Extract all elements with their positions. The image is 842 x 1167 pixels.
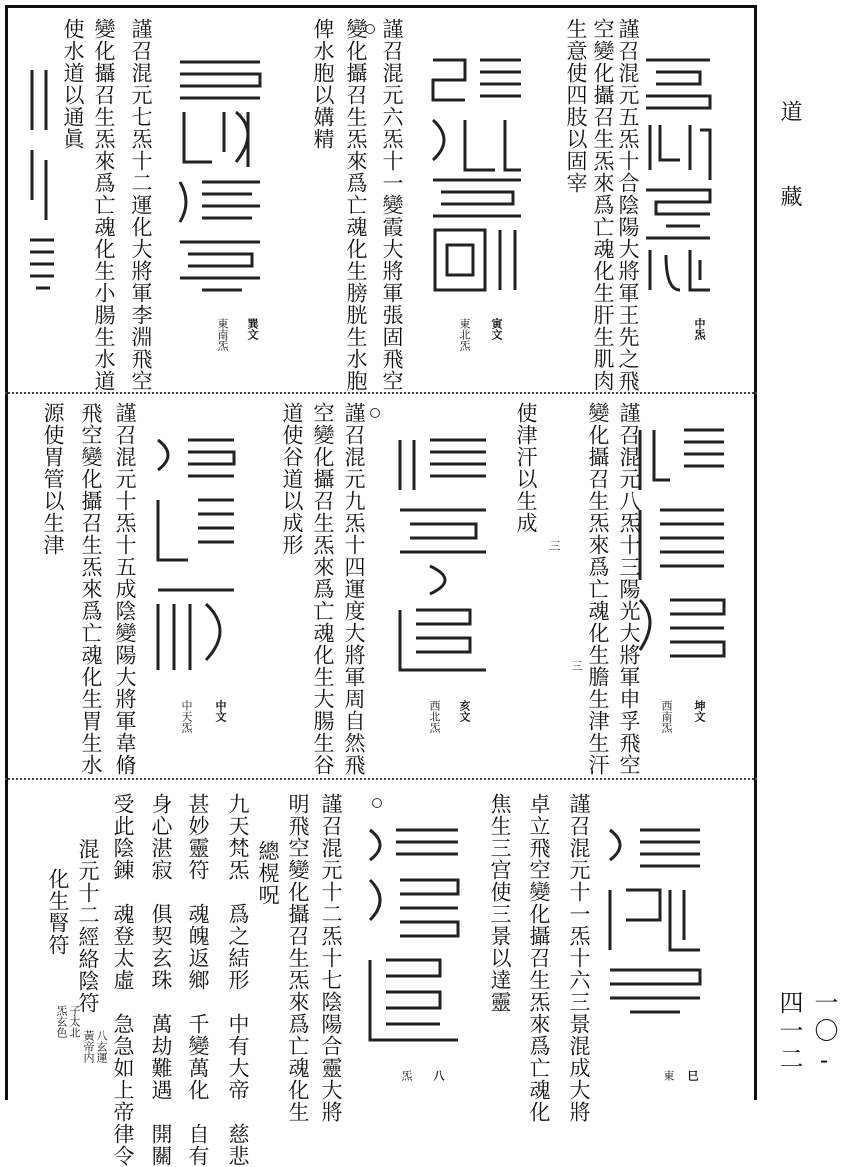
p8-direction: 炁 <box>400 1070 413 1081</box>
talisman-seal <box>636 50 720 300</box>
p3-line-3: 使水道以通眞 <box>61 18 85 150</box>
small-note: 三 <box>548 540 561 551</box>
p2-line-3: 俾水胞以媾精 <box>311 18 335 150</box>
p6-line-1: 謹召混元十炁十五成陰變陽大將軍韋脩 <box>113 402 137 776</box>
talisman-seal <box>600 820 708 1030</box>
p1-line-2: 空變化攝召生炁來爲亡魂化生肝生肌肉 <box>591 18 615 392</box>
margin-title-top: 道 <box>777 100 802 122</box>
panel-divider <box>5 778 757 780</box>
p7-direction: 東 <box>662 1070 675 1081</box>
p4-label: 坤文 <box>693 700 706 722</box>
p5-label: 亥文 <box>458 700 471 722</box>
talisman-seal <box>630 420 730 670</box>
hymn-line-3: 身心湛寂 俱契玄珠 萬劫難遇 開關 <box>149 793 173 1167</box>
p3-direction: 東南炁 <box>216 318 229 351</box>
p8-label: 八 <box>432 1070 445 1081</box>
p7-line-3: 焦生三宫使三景以達靈 <box>488 793 512 1013</box>
hymn-closing-1: 混元十二經絡陰符 <box>76 838 100 1014</box>
talisman-seal <box>148 430 242 680</box>
p7-label: 巳 <box>686 1070 699 1081</box>
p1-line-3: 生意使四肢以固宰 <box>564 18 588 194</box>
hymn-title: 總榥呪 <box>256 840 280 906</box>
p1-label: 中炁 <box>693 318 706 340</box>
talisman-seal <box>22 60 62 300</box>
p3-line-2: 變化攝召生炁來爲亡魂化生小腸生水道 <box>92 18 116 392</box>
p6-label: 中文 <box>214 700 227 722</box>
hymn-line-1: 九天梵炁 爲之結形 中有大帝 慈悲 <box>226 793 250 1167</box>
p2-line-1: 謹召混元六炁十一變霞大將軍張固飛空 <box>380 18 404 392</box>
p7-line-1: 謹召混元十一炁十六三景混成大將 <box>567 793 591 1123</box>
p6-line-2: 飛空變化攝召生炁來爲亡魂化生胃生水 <box>79 402 103 776</box>
p5-line-2: 空變化攝召生炁來爲亡魂化生大腸生谷 <box>311 402 335 776</box>
hymn-line-4: 受此陰錬 魂登太虛 急急如上帝律令 <box>111 793 135 1167</box>
page-number: 一〇-四一二 <box>775 990 838 1078</box>
p4-line-2: 變化攝召生炁來爲亡魂化生膽生津生汗 <box>586 402 610 776</box>
margin-title-bottom: 藏 <box>777 185 802 207</box>
p2-line-2: 變化攝召生炁來爲亡魂化生膀胱生水胞 <box>344 18 368 392</box>
p8-line-1: 謹召混元十二炁十七陰陽合靈大將 <box>319 793 343 1123</box>
p8-line-2: 明飛空變化攝召生炁來爲亡魂化生 <box>286 793 310 1123</box>
circle-mark <box>372 798 382 808</box>
hymn-line-2: 甚妙靈符 魂魄返鄉 千變萬化 自有 <box>186 793 210 1167</box>
hymn-note: 八玄運 <box>95 1030 108 1063</box>
hymn-note: 炁玄色 <box>55 1005 68 1038</box>
talisman-seal <box>425 50 529 300</box>
p2-label: 寅文 <box>490 318 503 340</box>
talisman-seal <box>390 430 494 680</box>
p5-line-1: 謹召混元九炁十四運度大將軍周自然飛 <box>342 402 366 776</box>
p3-line-1: 謹召混元七炁十二運化大將軍李淵飛空 <box>129 18 153 392</box>
p4-note: 三 <box>570 660 583 671</box>
p4-line-1: 謹召混元八炁十三陽光大將軍申孚飛空 <box>617 402 641 776</box>
talisman-seal <box>360 820 466 1050</box>
talisman-seal <box>172 52 268 302</box>
hymn-closing-2: 化生腎符 <box>46 868 70 956</box>
p6-line-3: 源使胃管以生津 <box>41 402 65 556</box>
circle-mark <box>370 408 380 418</box>
p7-line-2: 卓立飛空變化攝召生炁來爲亡魂化 <box>527 793 551 1123</box>
p6-direction: 中天炁 <box>180 700 193 733</box>
p4-line-3: 使津汗以生成 <box>514 402 538 534</box>
p5-direction: 西北炁 <box>428 700 441 733</box>
hymn-note: 黃帝内 <box>82 1030 95 1063</box>
hymn-note: 子太北 <box>68 1005 81 1038</box>
panel-divider <box>5 392 757 394</box>
p3-label: 巽文 <box>246 318 259 340</box>
p5-line-3: 道使谷道以成形 <box>280 402 304 556</box>
p1-line-1: 謹召混元五炁十合陰陽大將軍王先之飛 <box>616 18 640 392</box>
p2-direction: 東北炁 <box>458 318 471 351</box>
p4-direction: 西南炁 <box>660 700 673 733</box>
